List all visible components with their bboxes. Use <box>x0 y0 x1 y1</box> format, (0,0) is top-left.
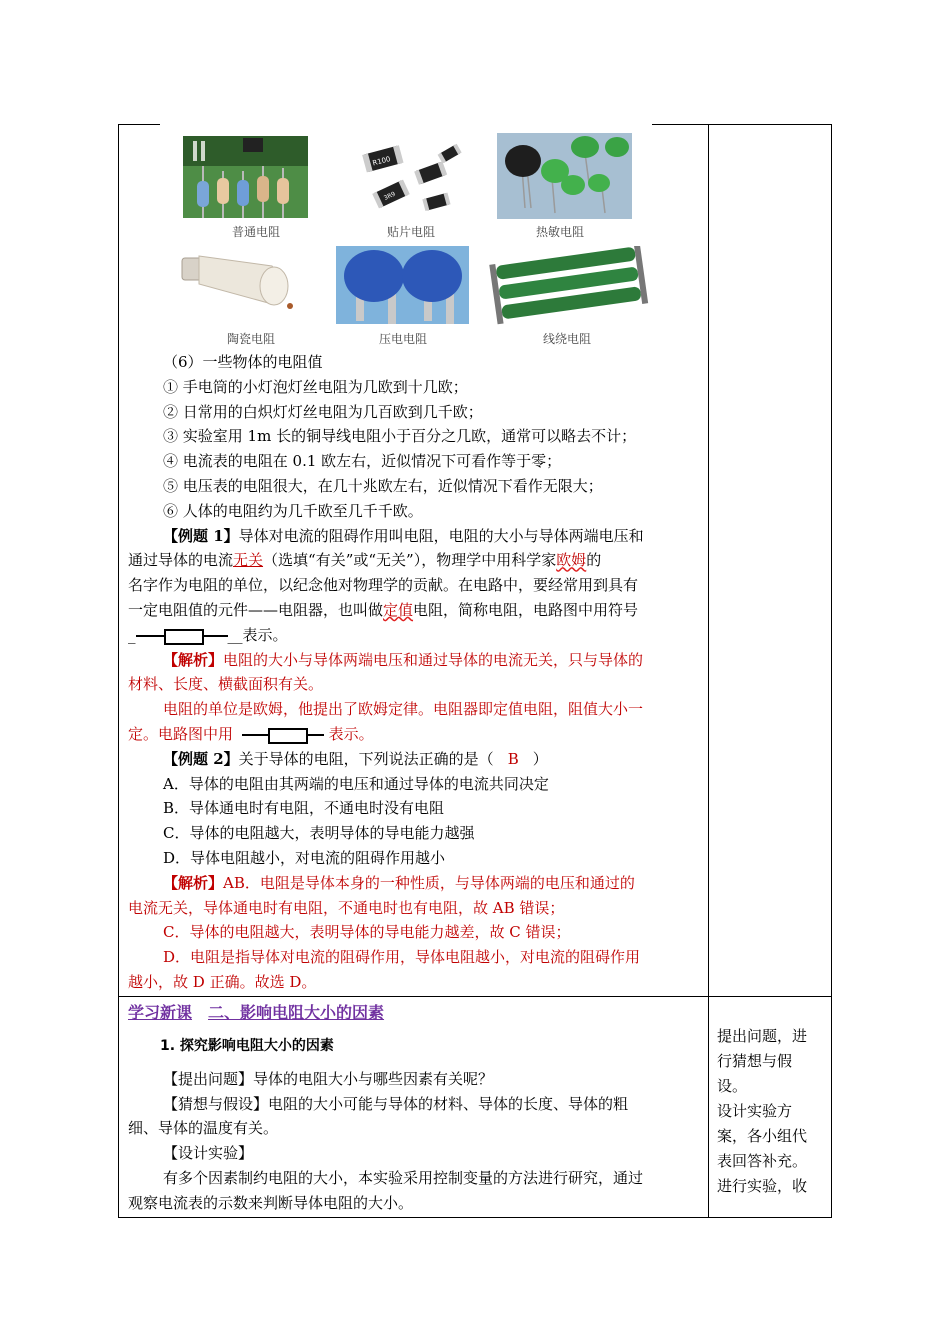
section6-item-4: ④ 电流表的电阻在 0.1 欧左右，近似情况下可看作等于零； <box>163 452 562 471</box>
example1-line2 <box>128 548 700 573</box>
ordinary-resistor-image <box>183 136 308 218</box>
section6-title: （6）一些物体的电阻值 <box>163 353 323 371</box>
analysis2-line5: 越小，故 D 正确。故选 D。 <box>128 972 317 991</box>
right-column-notes <box>717 1024 827 1199</box>
right-note-4: 设计实验方 <box>717 1102 793 1120</box>
example1-text5a: _ <box>128 625 136 644</box>
analysis2-line2: 电流无关，导体通电时有电阻，不通电时也有电阻，故 AB 错误； <box>128 898 565 917</box>
table-border-top-left <box>118 124 160 125</box>
example2-option-a: A．导体的电阻由其两端的电压和通过导体的电流共同决定 <box>163 774 549 793</box>
analysis2-text1: AB．电阻是导体本身的一种性质，与导体两端的电压和通过的 <box>223 873 635 892</box>
piezo-resistor-image <box>336 246 469 324</box>
example1-answer-1: 无关 <box>233 551 264 570</box>
chip-label-3r9: 3R9 <box>382 190 397 202</box>
example1-line4 <box>128 598 700 623</box>
hypothesis-line2: 细、导体的温度有关。 <box>128 1119 279 1138</box>
section2-heading <box>128 1000 700 1026</box>
caption-chip: 贴片电阻 <box>386 225 435 239</box>
resistor-symbol-icon-2 <box>238 728 324 742</box>
example2-option-d: D．导体电阻越小，对电流的阻碍作用越小 <box>163 848 446 867</box>
right-note-6: 表回答补充。 <box>717 1152 808 1170</box>
example1-text2a: 通过导体的电流 <box>128 551 234 570</box>
example1-line5 <box>128 623 700 648</box>
table-border-right <box>831 124 832 1218</box>
analysis1-line4 <box>128 722 700 747</box>
table-border-top-right <box>652 124 832 125</box>
example1-line1 <box>128 524 700 549</box>
right-note-5: 案，各小组代 <box>717 1127 808 1145</box>
caption-wirewound: 线绕电阻 <box>542 332 591 346</box>
table-row-divider <box>118 996 832 997</box>
resistor-symbol-icon <box>136 629 228 643</box>
example1-text4a: 一定电阻值的元件——电阻器，也叫做 <box>128 600 384 619</box>
design-line1: 有多个因素制约电阻的大小，本实验采用控制变量的方法进行研究，通过 <box>163 1168 644 1187</box>
analysis1-label: 【解析】 <box>163 650 224 669</box>
table-border-left <box>118 124 119 1218</box>
caption-ordinary: 普通电阻 <box>231 225 280 239</box>
question-label: 【提出问题】 <box>163 1069 254 1088</box>
example2-text: 关于导体的电阻，下列说法正确的是（ <box>238 749 494 768</box>
hypothesis-line1 <box>128 1092 700 1117</box>
design-label: 【设计实验】 <box>163 1144 254 1163</box>
section6-item-5: ⑤ 电压表的电阻很大，在几十兆欧左右，近似情况下看作无限大； <box>163 476 603 495</box>
analysis1-line1 <box>128 648 700 673</box>
hypothesis-text1: 电阻的大小可能与导体的材料、导体的长度、导体的粗 <box>268 1094 629 1113</box>
section2-heading-a: 学习新课 <box>128 1003 193 1022</box>
example1-label: 【例题 1】 <box>163 526 239 545</box>
analysis1-line2: 材料、长度、横截面积有关。 <box>128 675 324 694</box>
right-note-7: 进行实验，收 <box>717 1177 808 1195</box>
example1-text2c: 的 <box>586 551 602 570</box>
example1-text2b: （选填“有关”或“无关”），物理学中用科学家 <box>263 551 557 570</box>
chip-resistor-image <box>356 134 466 220</box>
analysis2-line1 <box>128 871 700 896</box>
section6-item-1: ① 手电筒的小灯泡灯丝电阻为几欧到十几欧； <box>163 377 468 396</box>
section2-content <box>128 1000 700 1216</box>
analysis1-line3: 电阻的单位是欧姆，他提出了欧姆定律。电阻器即定值电阻，阻值大小一 <box>163 700 644 719</box>
question-text: 导体的电阻大小与哪些因素有关呢？ <box>253 1069 494 1088</box>
example1-answer-3: 定值 <box>383 600 414 619</box>
example2-option-b: B．导体通电时有电阻，不通电时没有电阻 <box>163 799 445 818</box>
example1-text1: 导体对电流的阻碍作用叫电阻，电阻的大小与导体两端电压和 <box>238 526 644 545</box>
section6-item-6: ⑥ 人体的电阻约为几千欧至几千千欧。 <box>163 501 423 520</box>
section2-subtitle: 1. 探究影响电阻大小的因素 <box>160 1038 334 1054</box>
analysis1-text4b: 表示。 <box>328 724 374 743</box>
analysis2-line3: C．导体的电阻越大，表明导体的导电能力越差，故 C 错误； <box>163 923 571 942</box>
section6-item-3: ③ 实验室用 1m 长的铜导线电阻小于百分之几欧，通常可以略去不计； <box>163 427 637 446</box>
example1-answer-2: 欧姆 <box>556 551 587 570</box>
question-line <box>128 1067 700 1092</box>
analysis1-text4a: 定。电路图中用 <box>128 724 234 743</box>
analysis2-label: 【解析】 <box>163 873 224 892</box>
analysis1-text1: 电阻的大小与导体两端电压和通过导体的电流无关，只与导体的 <box>223 650 644 669</box>
example1-text5b: __表示。 <box>227 625 288 644</box>
analysis2-line4: D．电阻是指导体对电流的阻碍作用，导体电阻越小，对电流的阻碍作用 <box>163 948 641 967</box>
ceramic-resistor-image <box>177 244 302 328</box>
design-line2: 观察电流表的示数来判断导体电阻的大小。 <box>128 1193 414 1212</box>
caption-ceramic: 陶瓷电阻 <box>226 332 275 346</box>
example1-text4b: 电阻，简称电阻，电路图中用符号 <box>413 600 639 619</box>
right-note-1: 提出问题，进 <box>717 1027 808 1045</box>
thermistor-image <box>497 133 632 219</box>
section2-heading-b: 二、影响电阻大小的因素 <box>208 1003 385 1022</box>
caption-piezo: 压电电阻 <box>378 332 427 346</box>
example2-option-c: C．导体的电阻越大，表明导体的导电能力越强 <box>163 824 475 843</box>
example2-label: 【例题 2】 <box>163 749 239 768</box>
hypothesis-label: 【猜想与假设】 <box>163 1094 269 1113</box>
example2-question <box>128 747 700 772</box>
example2-close: ） <box>532 749 548 768</box>
left-cell-content <box>128 350 700 995</box>
table-border-bottom <box>118 1217 832 1218</box>
caption-thermistor: 热敏电阻 <box>535 225 584 239</box>
example1-line3: 名字作为电阻的单位，以纪念他对物理学的贡献。在电路中，要经常用到具有 <box>128 576 639 595</box>
chip-label-r100: R100 <box>371 155 392 168</box>
right-note-3: 设。 <box>717 1077 748 1095</box>
wirewound-resistor-image <box>489 246 649 328</box>
right-note-2: 行猜想与假 <box>717 1052 793 1070</box>
table-border-middle <box>708 124 709 1218</box>
example2-answer: B <box>507 749 519 768</box>
section6-item-2: ② 日常用的白炽灯灯丝电阻为几百欧到几千欧； <box>163 402 483 421</box>
